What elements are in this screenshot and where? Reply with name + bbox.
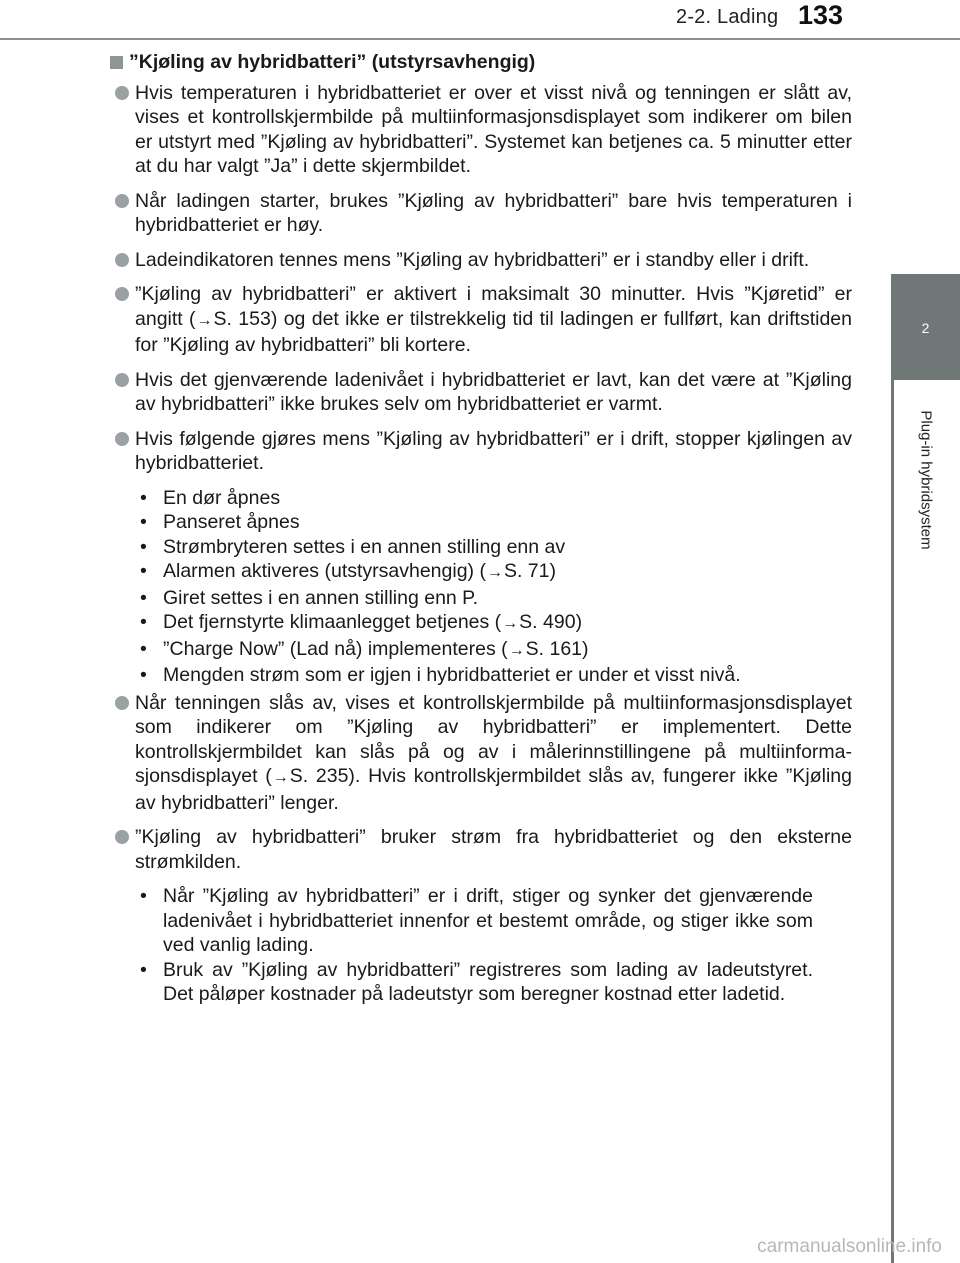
page-reference-link[interactable]: S. 71	[503, 560, 550, 582]
circle-bullet-icon	[115, 86, 129, 100]
bullet-icon: •	[140, 586, 147, 609]
paragraph	[110, 368, 852, 417]
bullet-icon: •	[140, 664, 147, 686]
paragraph-text: Hvis det gjenværende ladenivået i hybridbatteriet er lavt, kan det være at ”Kjøling av hybridbatteri” ikke brukes selv om hybridbatteriet er varmt.	[135, 368, 852, 415]
watermark: carmanualsonline.info	[757, 1236, 942, 1257]
paragraph-text: Når ladingen starter, brukes ”Kjøling av hybridbatteri” bare hvis temperaturen i hybridbatteriet er høy.	[135, 189, 852, 236]
list-item	[140, 559, 852, 586]
paragraph	[110, 248, 852, 273]
list-item	[140, 610, 852, 637]
paragraph	[110, 825, 852, 874]
stop-conditions-list	[110, 486, 852, 688]
bullet-icon: •	[140, 486, 147, 509]
list-item	[140, 535, 852, 560]
chapter-title: Plug-in hybridsystem	[917, 410, 935, 550]
bullet-icon: •	[140, 885, 147, 907]
paragraph-text: Hvis følgende gjøres mens ”Kjøling av hybridbatteri” er i drift, stopper kjølingen av hybridbatteriet.	[135, 427, 852, 474]
arrow-right-icon: →	[486, 564, 503, 581]
list-item-text: Giret settes i en annen stilling enn P.	[163, 586, 479, 609]
arrow-right-icon: →	[272, 769, 289, 786]
bullet-icon: •	[140, 958, 147, 981]
power-notes-list	[110, 884, 852, 1007]
list-item	[140, 663, 852, 688]
circle-bullet-icon	[115, 373, 129, 387]
page-reference-link[interactable]: S. 490	[519, 611, 576, 633]
arrow-right-icon: →	[508, 641, 525, 659]
circle-bullet-icon	[115, 432, 129, 446]
bullet-icon: •	[140, 637, 147, 660]
list-item	[140, 958, 813, 1007]
list-item-text: Det fjernstyrte klimaanlegget betjenes (	[163, 611, 502, 633]
list-item-text: )	[549, 560, 556, 582]
circle-bullet-icon	[115, 194, 129, 208]
page-reference-link[interactable]: S. 235	[289, 765, 349, 787]
circle-bullet-icon	[115, 253, 129, 267]
page-content	[110, 50, 852, 1007]
paragraph	[110, 282, 852, 358]
chapter-tab	[891, 274, 960, 380]
paragraph-text: Når tenningen slås av, vises et kontrollskjermbilde på multiinformasjonsdisplayet som indikerer om ”Kjøling av hybridbatteri” er implementert. Dette kontrollskjermbildet kan slås på og av i målerinnstillingene på multiinformasjonsdisplayet (	[135, 691, 852, 787]
chapter-tab-line	[891, 380, 894, 1263]
list-item-text: En dør åpnes	[163, 486, 281, 509]
paragraph-text: Ladeindikatoren tennes mens ”Kjøling av hybridbatteri” er i standby eller i drift.	[135, 248, 810, 271]
paragraph-text: ). Hvis kontrollskjermbildet slås av, fungerer ikke ”Kjøling av hybridbatteri” lenger.	[135, 765, 852, 814]
paragraph	[110, 691, 852, 816]
header-rule	[0, 38, 960, 40]
list-item-text: Strømbryteren settes i en annen stilling enn av	[163, 535, 566, 558]
chapter-number: 2	[921, 320, 930, 336]
list-item	[140, 586, 852, 611]
bullet-icon: •	[140, 511, 147, 533]
page-reference-link[interactable]: S. 161	[525, 637, 583, 660]
arrow-right-icon: →	[502, 615, 519, 632]
list-item-text: Når ”Kjøling av hybridbatteri” er i drift, stiger og synker det gjenværende ladenivået i hybridbatteriet innenfor et bestemt område, og stiger ikke som ved vanlig lading.	[163, 885, 813, 956]
list-item	[140, 510, 852, 535]
bullet-icon: •	[140, 535, 147, 558]
paragraph	[110, 427, 852, 476]
list-item-text: Bruk av ”Kjøling av hybridbatteri” registreres som lading av ladeutstyret. Det påløper kostnader på ladeutstyr som beregner kostnad etter ladetid.	[163, 958, 813, 1005]
page-number: 133	[798, 0, 844, 30]
list-item-text: ”Charge Now” (Lad nå) implementeres (	[163, 637, 508, 660]
list-item-text: Panseret åpnes	[163, 511, 300, 533]
list-item	[140, 486, 852, 511]
paragraph-text: ”Kjøling av hybridbatteri” er aktivert i maksimalt 30 minutter. Hvis ”Kjøretid” er angitt (	[135, 283, 852, 330]
bullet-icon: •	[140, 560, 147, 582]
bullet-icon: •	[140, 611, 147, 633]
paragraph-text: Hvis temperaturen i hybridbatteriet er over et visst nivå og tenningen er slått av, vises et kontrollskjermbilde på multiinformasjonsdisplayet som indikerer om bilen er utstyrt med ”Kjøling av hybridbatteri”. Systemet kan betjenes ca. 5 minutter etter at du har valgt ”Ja” i dette skjermbildet.	[135, 81, 852, 177]
section-title: 2-2. Lading	[676, 6, 779, 28]
paragraph	[110, 189, 852, 238]
list-item	[140, 637, 852, 664]
paragraph-text: ”Kjøling av hybridbatteri” bruker strøm fra hybridbatteriet og den eksterne strømkilden.	[135, 826, 852, 873]
section-heading	[110, 50, 852, 75]
circle-bullet-icon	[115, 287, 129, 301]
list-item-text: )	[582, 637, 589, 660]
list-item-text: Alarmen aktiveres (utstyrsavhengig) (	[163, 560, 486, 582]
paragraph-text: ) og det ikke er tilstrekkelig tid til ladingen er fullført, kan driftstiden for ”Kjøling av hybridbatteri” bli kortere.	[135, 307, 852, 356]
list-item-text: Mengden strøm som er igjen i hybridbatteriet er under et visst nivå.	[163, 664, 741, 686]
circle-bullet-icon	[115, 696, 129, 710]
page-reference-link[interactable]: S. 153	[213, 307, 271, 330]
paragraph	[110, 81, 852, 179]
circle-bullet-icon	[115, 830, 129, 844]
section-heading-text: ”Kjøling av hybridbatteri” (utstyrsavhengig)	[129, 51, 536, 73]
square-bullet-icon	[110, 56, 123, 69]
list-item	[140, 884, 813, 958]
arrow-right-icon: →	[196, 311, 213, 329]
list-item-text: )	[575, 611, 583, 633]
